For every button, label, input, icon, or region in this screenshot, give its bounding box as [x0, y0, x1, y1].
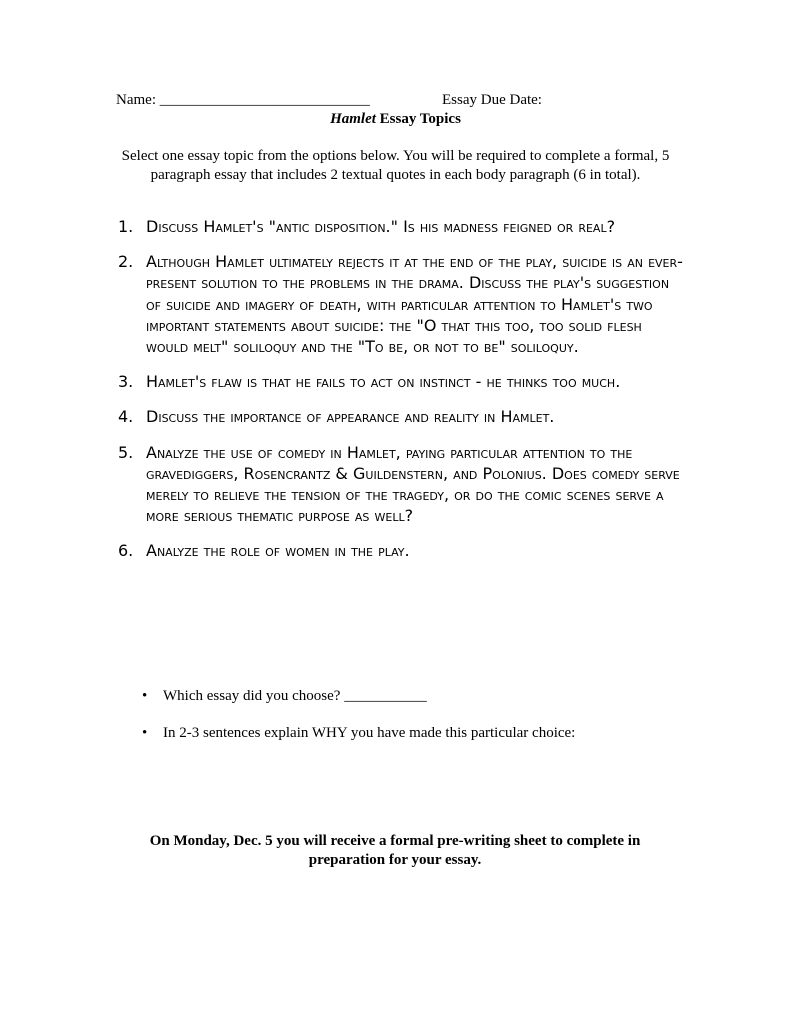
- page-title: [0, 111, 791, 128]
- intro-paragraph: Select one essay topic from the options below. You will be required to complete a formal, 5 paragraph essay that includes 2 textual quotes in each body paragraph (6 in total).: [121, 148, 670, 183]
- bullet-item: [142, 725, 702, 744]
- title-text: Essay Topics: [375, 111, 461, 127]
- name-field-label: Name: ____________________________: [116, 92, 370, 108]
- topic-item: [118, 371, 688, 392]
- topic-text: Discuss the importance of appearance and reality in Hamlet.: [146, 407, 555, 427]
- topic-number: 1.: [118, 217, 134, 236]
- topic-number: 4.: [118, 407, 134, 427]
- bullet-item: [142, 688, 702, 707]
- bullet-text: Which essay did you choose? ___________: [163, 688, 427, 704]
- topic-text: Analyze the use of comedy in Hamlet, paying particular attention to the gravediggers, Rosencrantz & Guildenstern, and Polonius. Does comedy serve merely to relieve the tension of the tragedy, or do the comic scenes serve a more serious thematic purpose as well?: [146, 442, 680, 526]
- topic-number: 2.: [118, 252, 134, 272]
- title-play-name: Hamlet: [330, 111, 376, 127]
- bullet-dot-icon: •: [142, 688, 148, 704]
- topic-item: [118, 251, 688, 357]
- topic-text: Discuss Hamlet's "antic disposition." Is his madness feigned or real?: [146, 217, 616, 236]
- bullet-dot-icon: •: [142, 725, 148, 741]
- topic-item: [118, 540, 688, 561]
- topic-number: 5.: [118, 442, 134, 462]
- topic-text: Hamlet's flaw is that he fails to act on instinct - he thinks too much.: [146, 372, 621, 392]
- topic-item: [118, 406, 688, 427]
- footer-note: On Monday, Dec. 5 you will receive a formal pre-writing sheet to complete in preparation for your essay.: [149, 833, 641, 868]
- due-date-label: Essay Due Date:: [442, 92, 542, 108]
- topic-item: [118, 216, 688, 237]
- essay-topic-list: [118, 216, 688, 562]
- topic-text: Although Hamlet ultimately rejects it at the end of the play, suicide is an ever-present solution to the problems in the drama. Discuss the play's suggestion of suicide and imagery of death, with particular attention to Hamlet's two important statements about suicide: the "O that this too, too solid flesh would melt" soliloquy and the "To be, or not to be" soliloquy.: [146, 252, 683, 357]
- topic-number: 3.: [118, 372, 134, 392]
- question-bullets: [142, 688, 702, 744]
- topic-item: [118, 442, 688, 527]
- bullet-text: In 2-3 sentences explain WHY you have made this particular choice:: [163, 725, 576, 741]
- topic-number: 6.: [118, 541, 134, 561]
- topic-text: Analyze the role of women in the play.: [146, 541, 410, 561]
